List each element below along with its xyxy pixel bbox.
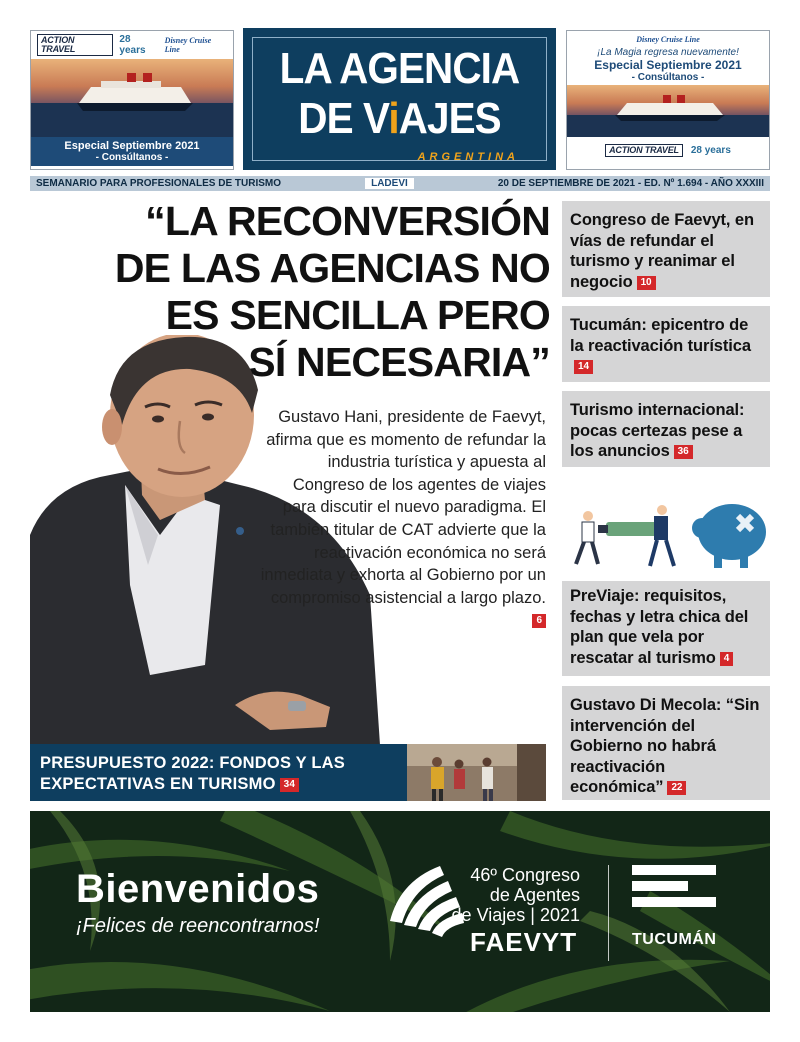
strip-issue-info: 20 DE SEPTIEMBRE DE 2021 - ED. Nº 1.694 - AÑO XXXIII [497, 178, 764, 189]
budget-teaser[interactable] [30, 744, 407, 801]
budget-title-text: PRESUPUESTO 2022: FONDOS Y LAS EXPECTATIVAS EN TURISMO [40, 754, 345, 793]
ad-special: Especial Septiembre 2021 [594, 58, 742, 72]
issue-strip [30, 176, 770, 191]
street-photo [407, 744, 546, 801]
page-number-tag: 36 [674, 445, 693, 459]
sidebar-story-title [570, 210, 762, 292]
ad-right-header [567, 31, 769, 47]
page-number-tag: 10 [637, 276, 656, 290]
congress-title [430, 865, 580, 925]
page-number-tag: 6 [532, 614, 546, 628]
story-title: PreViaje: requisitos, fechas y letra chica del plan que vela por rescatar al turismo [570, 587, 749, 667]
ad-contact: - Consúltanos - [95, 152, 169, 163]
story-title: Gustavo Di Mecola: “Sin intervención del Gobierno no habrá reactivación económica” [570, 696, 760, 796]
sidebar-story[interactable] [562, 391, 770, 467]
congress-line: 46º Congreso [470, 865, 580, 885]
sidebar-story[interactable] [562, 201, 770, 297]
ad-left-caption [31, 137, 233, 166]
headline-line: DE LAS AGENCIAS NO [114, 245, 550, 291]
strip-subtitle: SEMANARIO PARA PROFESIONALES DE TURISMO [36, 178, 282, 189]
page-number-tag: 34 [280, 778, 300, 792]
masthead-line2 [258, 94, 540, 143]
congress-line: de Agentes [489, 885, 580, 905]
congress-line: de Viajes | 2021 [451, 905, 580, 925]
headline-line: ES SENCILLA PERO [165, 292, 550, 338]
masthead-line2-a: DE V [298, 94, 389, 143]
story-title: Turismo internacional: pocas certezas pese a los anuncios [570, 401, 745, 460]
sidebar-story[interactable] [562, 686, 770, 800]
page-number-tag: 4 [720, 652, 733, 666]
years-badge: 28 years [119, 34, 146, 56]
tucuman-logo-text: TUCUMÁN [632, 931, 717, 948]
sidebar-story-title [570, 695, 762, 798]
masthead[interactable] [243, 28, 556, 170]
ad-right-logos [567, 137, 769, 163]
story-title: Congreso de Faevyt, en vías de refundar el turismo y reanimar el negocio [570, 211, 754, 291]
congress-banner-ad[interactable] [30, 811, 770, 1012]
budget-title [40, 753, 397, 795]
masthead-i: i [388, 94, 399, 143]
action-travel-logo: ACTION TRAVEL [605, 144, 683, 157]
page-number-tag: 14 [574, 360, 593, 374]
cruise-ship-photo [567, 85, 769, 137]
banner-subtitle: ¡Felices de reencontrarnos! [76, 915, 320, 937]
banner-welcome: Bienvenidos [76, 867, 320, 911]
ad-tagline: ¡La Magia regresa nuevamente! [597, 47, 739, 58]
ladevi-logo: LADEVI [365, 178, 414, 189]
cruise-ship-photo [31, 59, 233, 137]
sidebar-story-title [570, 400, 762, 462]
disney-cruise-logo: Disney Cruise Line [164, 36, 212, 54]
sidebar-story-title [570, 586, 762, 668]
masthead-country: ARGENTINA [417, 151, 519, 163]
article-body: Gustavo Hani, presidente de Faevyt, afirma que es momento de refundar la industria turística y apuesta al Congreso de los agentes de viajes para discutir el nuevo paradigma. El también titular de CAT advierte que la reactivación económica no será inmediata y exhorta al Gobierno por un compromiso asistencial a largo plazo. [260, 408, 546, 607]
years-badge: 28 years [690, 144, 731, 156]
page-number-tag: 22 [667, 781, 686, 795]
article-summary[interactable] [258, 406, 546, 632]
disney-cruise-logo: Disney Cruise Line [636, 34, 700, 44]
ad-left[interactable] [30, 30, 234, 170]
sidebar-story[interactable] [562, 476, 770, 676]
banner-divider [608, 865, 609, 961]
sidebar-story[interactable] [562, 306, 770, 382]
headline-line: SÍ NECESARIA” [248, 339, 550, 385]
headline-line: “LA RECONVERSIÓN [145, 198, 550, 244]
masthead-line1: LA AGENCIA [279, 44, 520, 93]
sidebar-story-title [570, 315, 762, 377]
fern-background [30, 811, 770, 1012]
ad-right[interactable] [566, 30, 770, 170]
masthead-line2-c: AJES [398, 94, 501, 143]
story-title: Tucumán: epicentro de la reactivación turística [570, 316, 751, 355]
ad-left-logos [31, 31, 233, 59]
faevyt-logo-text: FAEVYT [470, 927, 578, 957]
piggy-bank-illustration [562, 476, 770, 581]
action-travel-logo: ACTION TRAVEL [37, 34, 113, 56]
ad-special: Especial Septiembre 2021 [64, 140, 200, 152]
ad-contact: - Consúltanos - [631, 72, 705, 83]
